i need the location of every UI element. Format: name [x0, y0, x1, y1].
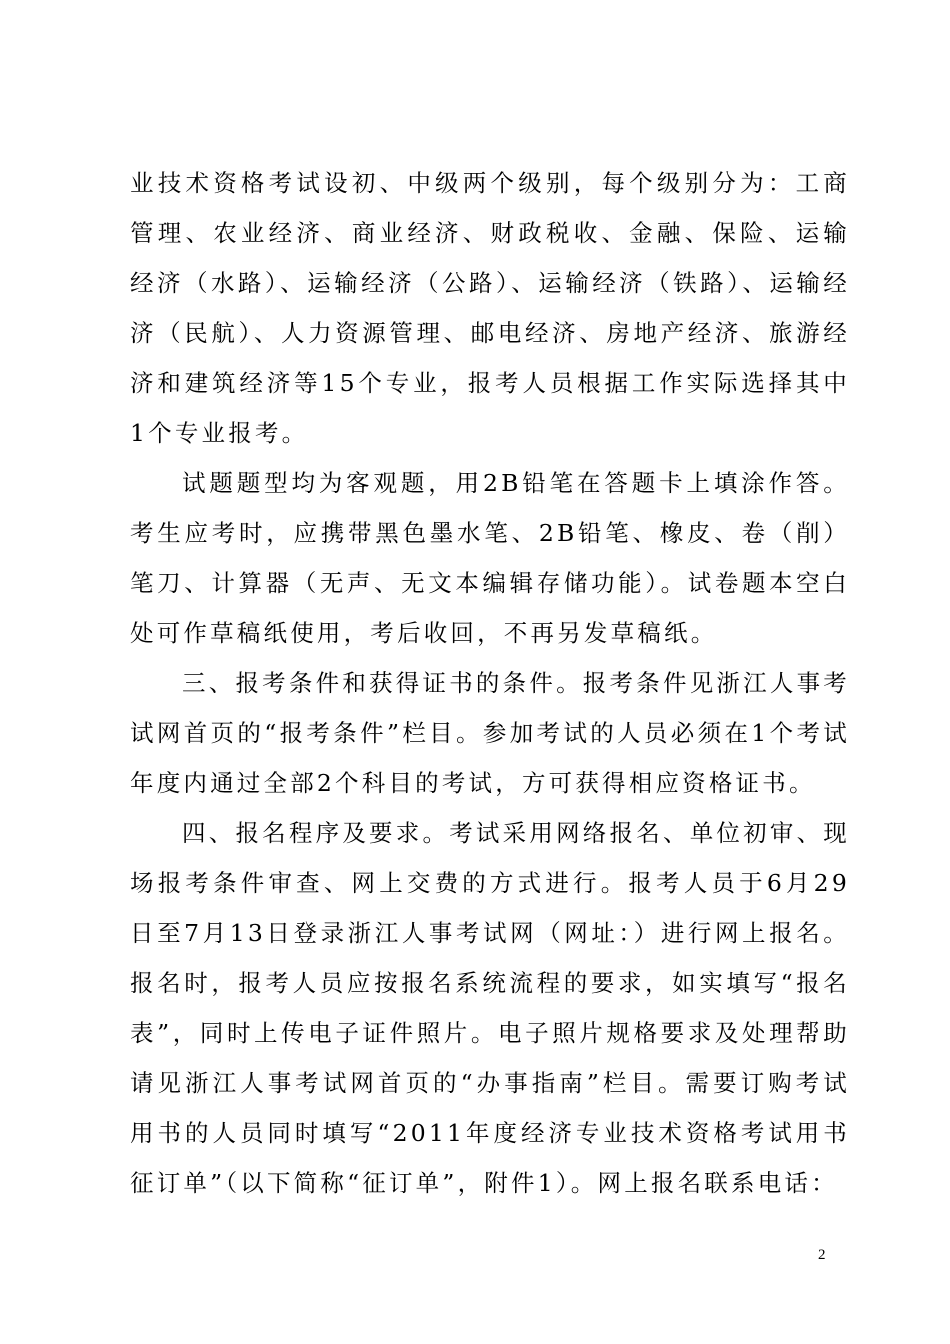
- paragraph-continued: 业技术资格考试设初、中级两个级别，每个级别分为：工商管理、农业经济、商业经济、财政税收、金融、保险、运输经济（水路）、运输经济（公路）、运输经济（铁路）、运输经济（民航）、人力资源管理、邮电经济、房地产经济、旅游经济和建筑经济等15个专业，报考人员根据工作实际选择其中1个专业报考。: [130, 169, 850, 447]
- page-number: 2: [818, 1247, 826, 1263]
- body-text: [130, 158, 850, 1208]
- paragraph-exam-format: 试题题型均为客观题，用2B铅笔在答题卡上填涂作答。考生应考时，应携带黑色墨水笔、2B铅笔、橡皮、卷（削）笔刀、计算器（无声、无文本编辑存储功能）。试卷题本空白处可作草稿纸使用，考后收回，不再另发草稿纸。: [130, 469, 850, 647]
- paragraph-registration: 四、报名程序及要求。考试采用网络报名、单位初审、现场报考条件审查、网上交费的方式进行。报考人员于6月29日至7月13日登录浙江人事考试网（网址：）进行网上报名。报名时，报考人员应按报名系统流程的要求，如实填写“报名表”，同时上传电子证件照片。电子照片规格要求及处理帮助请见浙江人事考试网首页的“办事指南”栏目。需要订购考试用书的人员同时填写“2011年度经济专业技术资格考试用书征订单”（以下简称“征订单”，附件1）。网上报名联系电话：: [130, 819, 850, 1197]
- paragraph-eligibility: 三、报考条件和获得证书的条件。报考条件见浙江人事考试网首页的“报考条件”栏目。参加考试的人员必须在1个考试年度内通过全部2个科目的考试，方可获得相应资格证书。: [130, 669, 850, 797]
